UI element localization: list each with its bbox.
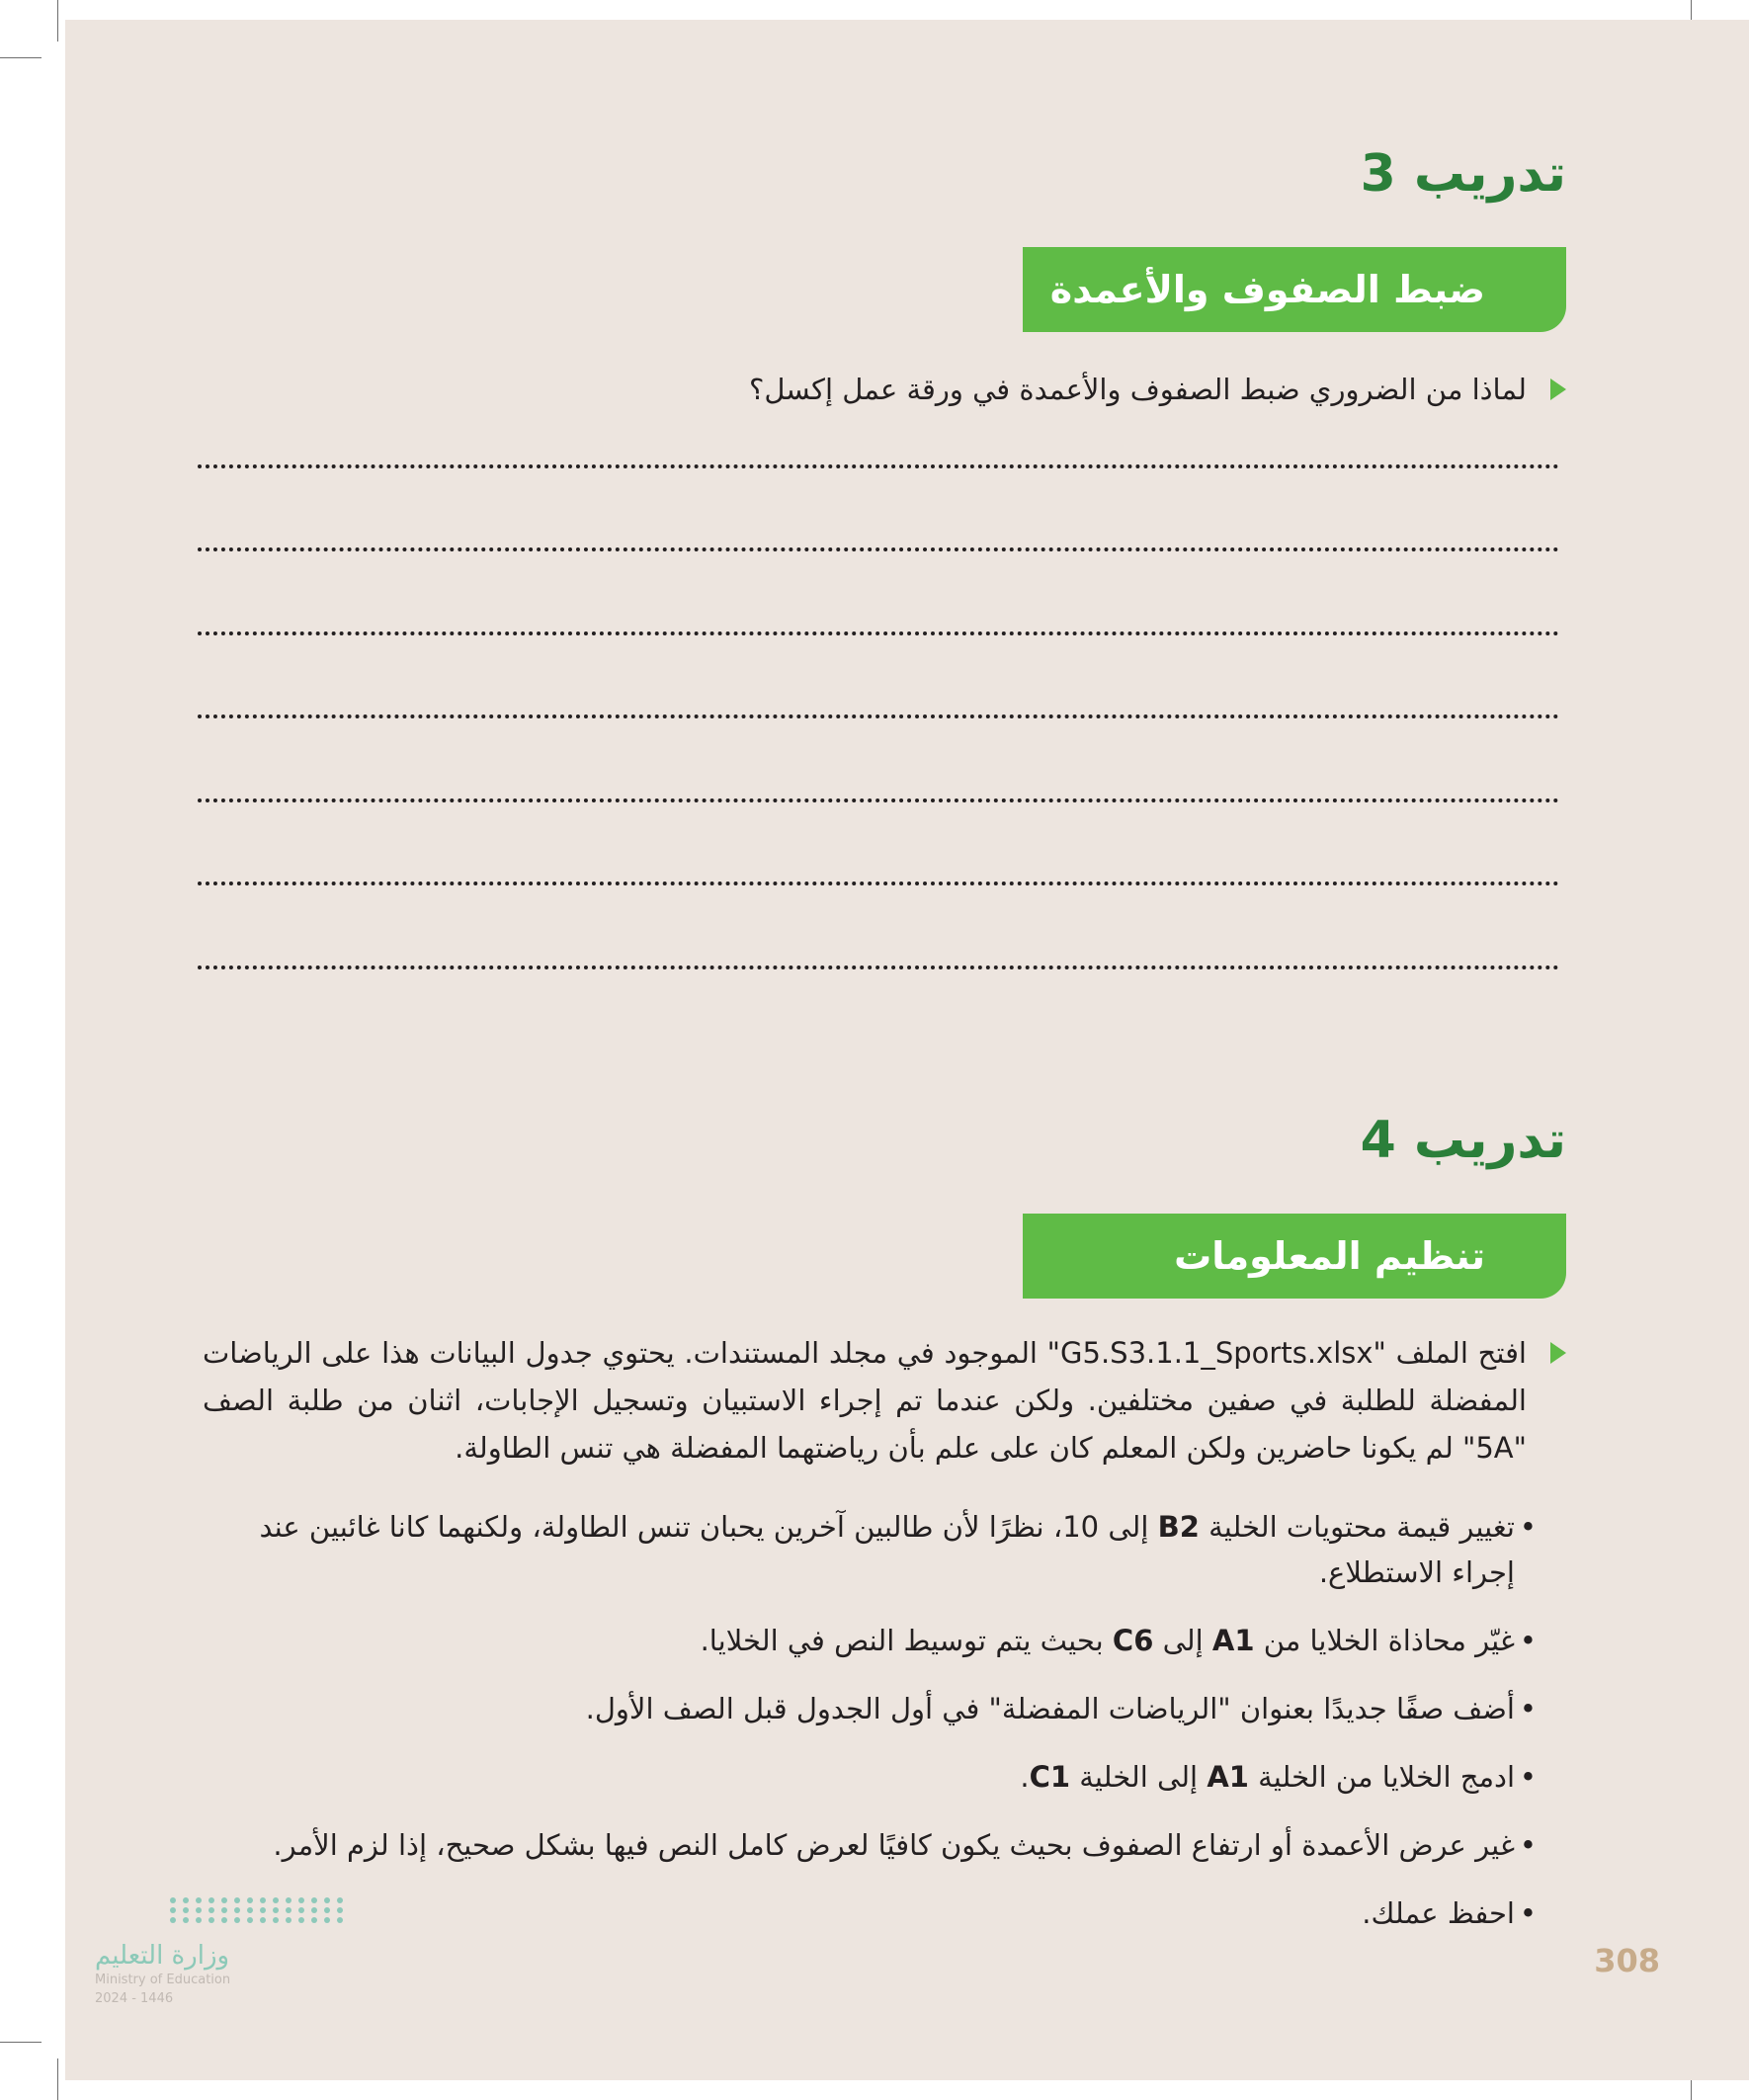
exercise-4-title: تدريب 4: [1360, 1111, 1566, 1170]
exercise-3-question: [203, 366, 1566, 413]
task-item: • تغيير قيمة محتويات الخلية B2 إلى 10، نظرًا لأن طالبين آخرين يحبان تنس الطاولة، ولكنهما كانا غائبين عند إجراء الاستطلاع.: [198, 1504, 1537, 1595]
cell-reference: A1: [1211, 1624, 1255, 1657]
answer-line[interactable]: [198, 631, 1559, 635]
ministry-name-en: Ministry of Education: [95, 1973, 231, 1987]
ministry-name-ar: وزارة التعليم: [95, 1941, 230, 1971]
page-number: 308: [1594, 1942, 1660, 1979]
cell-reference: B2: [1157, 1510, 1200, 1544]
cell-reference: C1: [1029, 1760, 1071, 1794]
task-item: • احفظ عملك.: [198, 1890, 1537, 1936]
edition-year: 2024 - 1446: [95, 1991, 174, 2006]
task-item: • غير عرض الأعمدة أو ارتفاع الصفوف بحيث يكون كافيًا لعرض كامل النص فيها بشكل صحيح، إذا لزم الأمر.: [198, 1822, 1537, 1868]
answer-line[interactable]: [198, 464, 1559, 468]
answer-line[interactable]: [198, 966, 1559, 969]
task-item: • أضف صفًا جديدًا بعنوان "الرياضات المفضلة" في أول الجدول قبل الصف الأول.: [198, 1686, 1537, 1731]
answer-line[interactable]: [198, 882, 1559, 885]
green-triangle-bullet-icon: [1550, 378, 1566, 400]
answer-line[interactable]: [198, 714, 1559, 718]
crop-mark: [0, 2042, 42, 2043]
task-item: • ادمج الخلايا من الخلية A1 إلى الخلية C1.: [198, 1754, 1537, 1800]
cell-reference: A1: [1207, 1760, 1249, 1794]
crop-mark: [0, 57, 42, 58]
question-text: لماذا من الضروري ضبط الصفوف والأعمدة في ورقة عمل إكسل؟: [748, 373, 1527, 406]
intro-text: افتح الملف "G5.S3.1.1_Sports.xlsx" الموجود في مجلد المستندات. يحتوي جدول البيانات هذا على الرياضات المفضلة للطلبة في صفين مختلفين. ولكن عندما تم إجراء الاستبيان وتسجيل الإجابات، اثنان من طلبة الصف "5A" لم يكونا حاضرين ولكن المعلم كان على علم بأن رياضتهما المفضلة هي تنس الطاولة.: [203, 1336, 1527, 1465]
exercise-4-banner: تنظيم المعلومات: [1023, 1214, 1566, 1299]
exercise-3-banner: ضبط الصفوف والأعمدة: [1023, 247, 1566, 332]
exercise-3-title: تدريب 3: [1360, 144, 1566, 204]
answer-line[interactable]: [198, 547, 1559, 551]
green-triangle-bullet-icon: [1550, 1342, 1566, 1364]
task-list: [198, 1504, 1537, 1959]
task-item: • غيّر محاذاة الخلايا من A1 إلى C6 بحيث يتم توسيط النص في الخلايا.: [198, 1618, 1537, 1663]
exercise-4-intro: [203, 1329, 1566, 1471]
crop-mark: [57, 2058, 58, 2100]
answer-line[interactable]: [198, 798, 1559, 802]
logo-dots-icon: [170, 1897, 348, 1923]
cell-reference: C6: [1112, 1624, 1154, 1657]
crop-mark: [57, 0, 58, 42]
ministry-logo: [95, 1897, 322, 2006]
